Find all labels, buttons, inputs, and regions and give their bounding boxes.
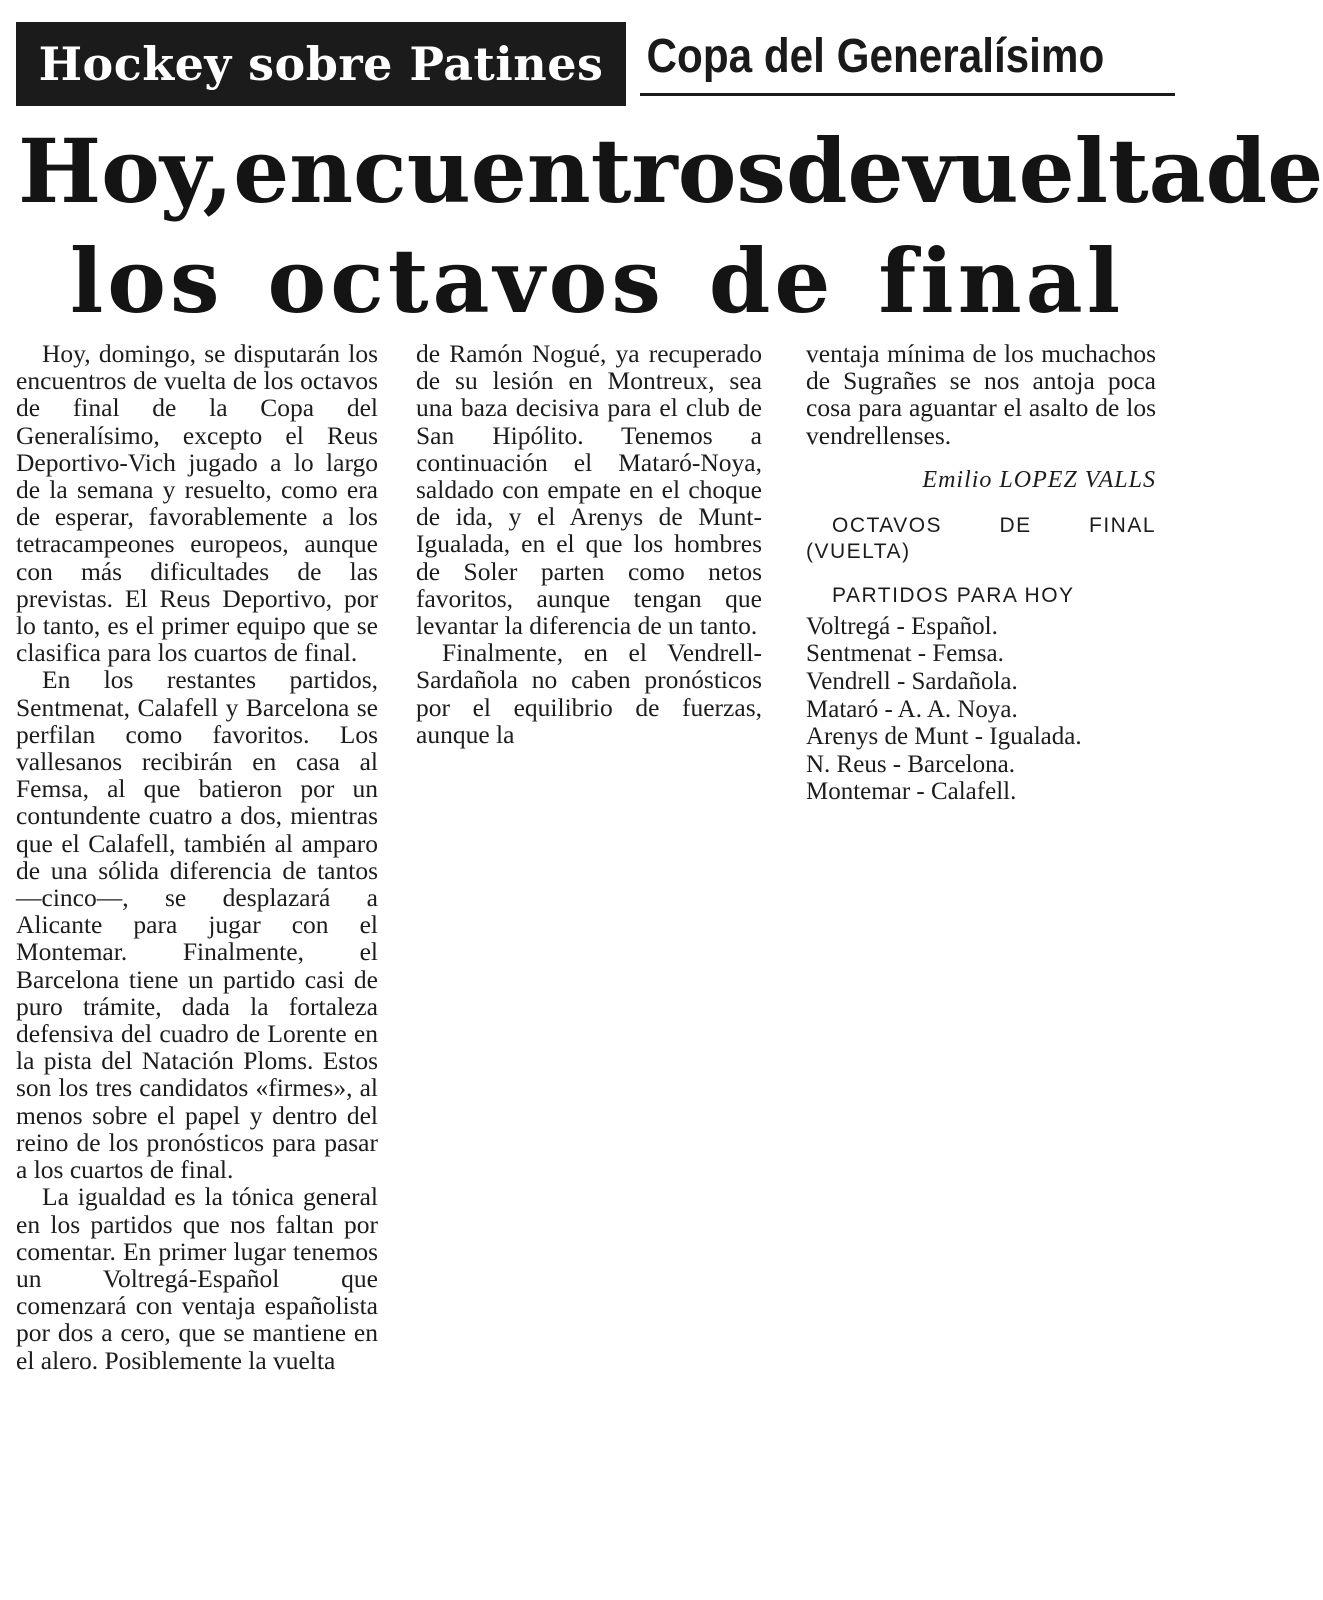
article-paragraph: Finalmente, en el Vendrell-Sardañola no caben pronósticos por el equilibrio de fuerzas, aunque la [416,638,762,749]
headline [18,116,1323,336]
headline-line-2 [18,226,1176,336]
competition-rule [640,93,1175,96]
fixture-item: Arenys de Munt - Igualada. [806,723,1082,751]
article-paragraph: La igualdad es la tónica general en los partidos que nos faltan por comentar. En primer lugar tenemos un Voltregá-Español que comenzará con ventaja españolista por dos a cero, que se mantiene en el alero. Posiblemente la vuelta [16,1182,378,1375]
fixture-item: N. Reus - Barcelona. [806,750,1015,778]
headline-word: octavos [267,229,665,333]
headline-line-1 [18,116,1323,226]
author-byline: Emilio LOPEZ VALLS [922,466,1156,493]
headline-word: Hoy, [18,119,234,223]
article-paragraph: ventaja mínima de los muchachos de Sugrañes se nos antoja poca cosa para aguantar el asalto de los vendrellenses. [806,339,1156,450]
section-banner-text: Hockey sobre Patines [38,37,604,91]
headline-word: de [1205,119,1323,223]
article-paragraph: de Ramón Nogué, ya recuperado de su lesión en Montreux, sea una baza decisiva para el club de San Hipólito. Tenemos a continuación el Mataró-Noya, saldado con empate en el choque de ida, y el Arenys de Munt-Igualada, en el que los hombres de Soler parten como netos favoritos, aunque tengan que levantar la diferencia de un tanto. [416,339,762,641]
headline-word: de [708,229,835,333]
round-title: OCTAVOS DE FINAL (VUELTA) [806,513,1156,563]
fixture-item: Vendrell - Sardañola. [806,668,1018,695]
article-column-2 [416,340,762,748]
article-paragraph: Hoy, domingo, se disputarán los encuentros de vuelta de los octavos de final de la Copa del Generalísimo, excepto el Reus Deportivo-Vich jugado a lo largo de la semana y resuelto, como era de esperar, favorablemente a los tetracampeones europeos, aunque con más dificultades de las previstas. El Reus Deportivo, por lo tanto, es el primer equipo que se clasifica para los cuartos de final. [16,339,378,668]
headline-word: vuelta [903,119,1206,223]
section-banner [16,22,626,106]
fixture-item: Voltregá - Español. [806,612,998,640]
fixtures-title: PARTIDOS PARA HOY [832,583,1075,607]
headline-word: encuentros [233,119,786,223]
fixture-item: Montemar - Calafell. [806,778,1017,806]
article-column-1 [16,340,378,1374]
headline-word: final [878,229,1125,333]
competition-title: Copa del Generalísimo [646,30,1105,83]
fixture-item: Sentmenat - Femsa. [806,640,1004,668]
fixtures-list [806,613,1156,806]
article-paragraph: En los restantes partidos, Sentmenat, Calafell y Barcelona se perfilan como favoritos. Los vallesanos recibirán en casa al Femsa, al que batieron por un contundente cuatro a dos, mientras que el Calafell, también al amparo de una sólida diferencia de tantos —cinco—, se desplazará a Alicante para jugar con el Montemar. Finalmente, el Barcelona tiene un partido casi de puro trámite, dada la fortaleza defensiva del cuadro de Lorente en la pista del Natación Ploms. Estos son los tres candidatos «firmes», al menos sobre el papel y dentro del reino de los pronósticos para pasar a los cuartos de final. [16,665,378,1185]
article-column-3 [806,340,1156,806]
fixture-item: Mataró - A. A. Noya. [806,695,1018,723]
headline-word: de [785,119,904,223]
headline-word: los [69,229,224,333]
